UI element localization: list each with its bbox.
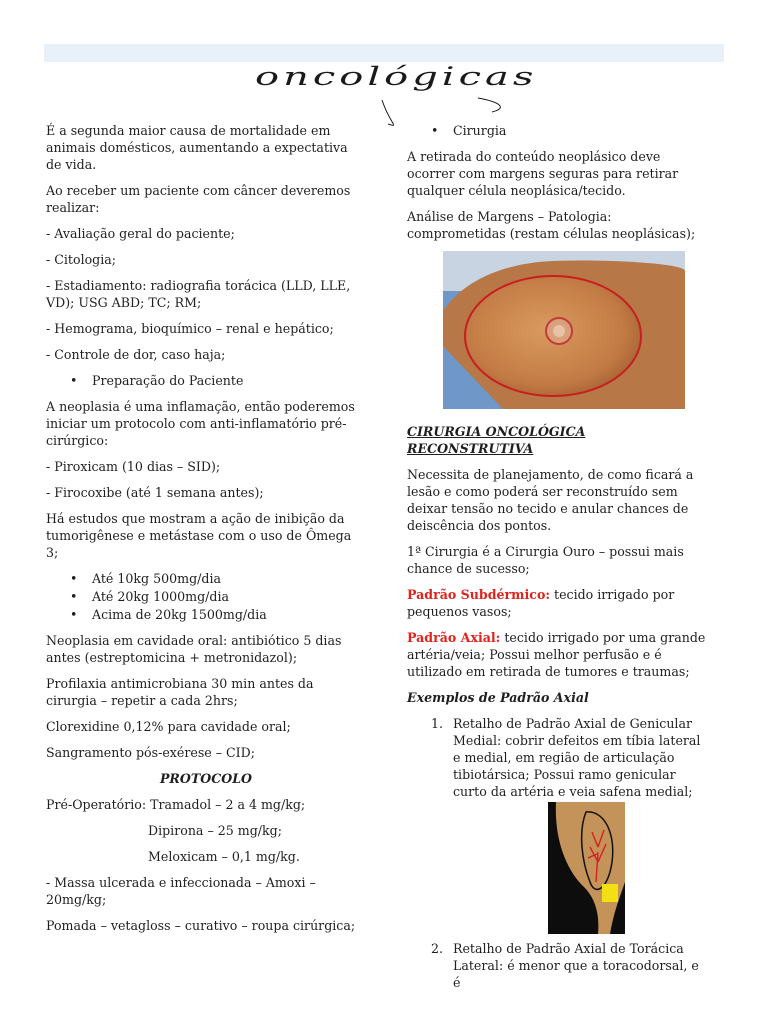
paragraph: A retirada do conteúdo neoplásico deve ocorrer com margens seguras para retirar qualquer célula neoplásica/tecido. [407, 149, 679, 198]
bullet-item: • Até 10kg 500mg/dia [46, 570, 366, 587]
paragraph: Necessita de planejamento, de como ficará a lesão e como poderá ser reconstruído sem deixar tensão no tecido e anular chances de deiscência dos pontos. [407, 467, 694, 533]
left-column [46, 122, 366, 943]
subdermal-text: tecido irrigado por pequenos vasos; [407, 587, 675, 619]
paragraph: - Piroxicam (10 dias – SID); [46, 459, 221, 474]
axial-pattern-paragraph [407, 629, 707, 680]
list-item: - Estadiamento: radiografia torácica (LLD, LLE, VD); USG ABD; TC; RM; [46, 278, 351, 310]
list-item: - Controle de dor, caso haja; [46, 347, 226, 362]
paragraph: Sangramento pós-exérese – CID; [46, 745, 256, 760]
item-number: 1. [431, 716, 444, 731]
examples-heading: Exemplos de Padrão Axial [407, 690, 589, 705]
intro-paragraph: É a segunda maior causa de mortalidade em animais domésticos, aumentando a expectativa de vida. [46, 123, 348, 172]
axial-text: tecido irrigado por uma grande artéria/veia; Possui melhor perfusão e é utilizado em retirada de tumores e traumas; [407, 630, 706, 679]
section-heading-protocolo: PROTOCOLO [159, 771, 253, 786]
section-heading-reconstrutiva: CIRURGIA ONCOLÓGICA RECONSTRUTIVA [407, 424, 586, 456]
header-band [44, 44, 724, 62]
paragraph: Pomada – vetagloss – curativo – roupa cirúrgica; [46, 918, 356, 933]
paragraph: Meloxicam – 0,1 mg/kg. [148, 849, 300, 864]
axial-label: Padrão Axial: [407, 630, 501, 645]
subdermal-label: Padrão Subdérmico: [407, 587, 551, 602]
list-item: - Avaliação geral do paciente; [46, 226, 235, 241]
item-text: Retalho de Padrão Axial de Torácica Lateral: é menor que a toracodorsal, e é [453, 941, 699, 990]
paragraph: Análise de Margens – Patologia: comprometidas (restam células neoplásicas); [407, 209, 696, 241]
numbered-item [407, 940, 707, 991]
paragraph: Neoplasia em cavidade oral: antibiótico 5 dias antes (estreptomicina + metronidazol); [46, 633, 342, 665]
bullet-item: • Cirurgia [407, 122, 707, 139]
paragraph: A neoplasia é uma inflamação, então poderemos iniciar um protocolo com anti-inflamatório pré-cirúrgico: [46, 399, 355, 448]
paragraph: Há estudos que mostram a ação de inibição da tumorigênese e metástase com o uso de Ômega 3; [46, 511, 352, 560]
paragraph: Ao receber um paciente com câncer deveremos realizar: [46, 183, 351, 215]
bullet-item: • Acima de 20kg 1500mg/dia [46, 606, 366, 623]
paragraph: Profilaxia antimicrobiana 30 min antes da cirurgia – repetir a cada 2hrs; [46, 676, 314, 708]
genicular-flap-diagram-photo [548, 802, 625, 934]
paragraph: Dipirona – 25 mg/kg; [148, 823, 282, 838]
item-text: Retalho de Padrão Axial de Genicular Medial: cobrir defeitos em tíbia lateral e medial, em região de articulação tibiotársica; Possui ramo genicular curto da artéria e veia safena medial; [453, 716, 701, 799]
list-item: - Citologia; [46, 252, 117, 267]
numbered-item [407, 715, 707, 800]
paragraph: Clorexidine 0,12% para cavidade oral; [46, 719, 291, 734]
right-column [407, 122, 707, 991]
omega-dosage-list [46, 570, 366, 623]
paragraph: 1ª Cirurgia é a Cirurgia Ouro – possui mais chance de sucesso; [407, 544, 684, 576]
bullet-item: • Preparação do Paciente [46, 372, 366, 389]
list-item: - Hemograma, bioquímico – renal e hepático; [46, 321, 334, 336]
subdermal-pattern-paragraph [407, 586, 707, 620]
paragraph: - Massa ulcerada e infeccionada – Amoxi – 20mg/kg; [46, 875, 316, 907]
paragraph: Pré-Operatório: Tramadol – 2 a 4 mg/kg; [46, 797, 306, 812]
page-title: oncológicas [255, 62, 538, 92]
bullet-item: • Até 20kg 1000mg/dia [46, 588, 366, 605]
paragraph: - Firocoxibe (até 1 semana antes); [46, 485, 264, 500]
surgical-margin-photo [443, 251, 685, 409]
item-number: 2. [431, 941, 444, 956]
